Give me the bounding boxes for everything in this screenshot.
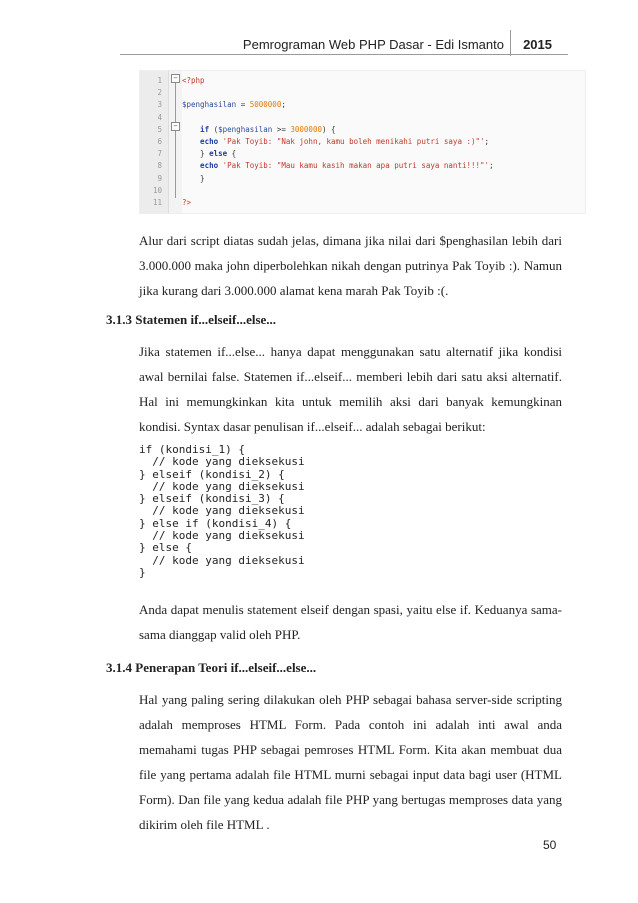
line-number: 4: [157, 112, 162, 122]
line-number: 8: [157, 161, 162, 171]
code-token: ?>: [182, 198, 192, 207]
paragraph-script-flow: Alur dari script diatas sudah jelas, dimana jika nilai dari $penghasilan lebih dari 3.000.000 maka john diperbolehkan nikah dengan putrinya Pak Toyib :). Namun jika kurang dari 3.000.000 alamat kena marah Pak Toyib :(.: [139, 233, 562, 298]
code-token: 5000000: [249, 100, 282, 110]
code-token: (: [209, 124, 219, 134]
code-text: [182, 136, 489, 148]
code-line: [140, 160, 585, 172]
page-header: [120, 30, 568, 55]
fold-minus-icon: −: [171, 122, 180, 131]
code-line: [140, 75, 585, 87]
code-screenshot: [139, 70, 586, 214]
line-number: 3: [157, 100, 162, 110]
code-block-elseif-syntax: if (kondisi_1) { // kode yang dieksekusi } elseif (kondisi_2) { // kode yang dieksekusi } elseif (kondisi_3) { // kode yang dieksekusi } else if (kondisi_4) { // kode yang dieksekusi } else { // kode yang dieksekusi }: [139, 443, 305, 579]
code-line: [140, 185, 585, 197]
line-number: 10: [152, 185, 162, 195]
code-text: [182, 197, 191, 209]
header-year: 2015: [523, 37, 552, 52]
code-text: [182, 160, 494, 172]
code-token: {: [227, 149, 237, 159]
header-divider: [510, 30, 511, 56]
code-token: }: [182, 173, 205, 183]
code-line: [140, 87, 585, 99]
code-token: echo: [182, 137, 219, 146]
section-heading-3-1-3: 3.1.3 Statemen if...elseif...else...: [106, 312, 277, 327]
code-token: 3000000: [290, 124, 322, 134]
code-text: [182, 173, 205, 185]
line-number: 9: [157, 173, 162, 183]
page-number: 50: [543, 838, 557, 852]
code-line: [140, 136, 585, 148]
code-line: [140, 173, 585, 185]
code-text: [182, 148, 236, 160]
line-number: 7: [157, 149, 162, 159]
code-token: 'Pak Toyib: "Nak john, kamu boleh menikahi putri saya :)"': [222, 137, 485, 146]
code-token: $penghasilan: [218, 124, 273, 134]
code-token: ;: [484, 137, 490, 146]
paragraph-html-form: Hal yang paling sering dilakukan oleh PHP sebagai bahasa server-side scripting adalah memproses HTML Form. Pada contoh ini adalah inti awal anda memahami tugas PHP sebagai pemroses HTML Form. Kita akan membuat dua file yang pertama adalah file HTML murni sebagai input data bagi user (HTML Form). Dan file yang kedua adalah file PHP yang bertugas memproses data yang dikirim oleh file HTML .: [139, 692, 562, 832]
code-token: else: [209, 149, 228, 159]
code-token: if: [182, 124, 210, 134]
header-title: Pemrograman Web PHP Dasar - Edi Ismanto: [242, 37, 504, 52]
line-number: 1: [157, 76, 162, 85]
code-token: =: [236, 100, 250, 110]
code-token: 'Pak Toyib: "Mau kamu kasih makan apa putri saya nanti!!!"': [222, 161, 490, 171]
code-token: >=: [272, 124, 291, 134]
code-token: <?php: [182, 76, 205, 85]
code-token: echo: [182, 161, 219, 171]
code-text: [182, 124, 336, 136]
code-token: ;: [281, 100, 286, 110]
fold-minus-icon: −: [171, 74, 180, 83]
code-line: [140, 148, 585, 160]
paragraph-elseif-intro: Jika statemen if...else... hanya dapat menggunakan satu alternatif jika kondisi awal bernilai false. Statemen if...elseif... memberi lebih dari satu aksi alternatif. Hal ini memungkinkan kita untuk memilih aksi dari banyak kemungkinan kondisi. Syntax dasar penulisan if...elseif... adalah sebagai berikut:: [139, 344, 562, 434]
line-number: 5: [157, 124, 162, 134]
section-heading-3-1-4: 3.1.4 Penerapan Teori if...elseif...else...: [106, 660, 317, 675]
code-token: $penghasilan: [182, 100, 237, 110]
code-text: [182, 99, 286, 111]
code-text: [182, 75, 205, 87]
line-number: 11: [152, 198, 162, 207]
paragraph-else-if-note: Anda dapat menulis statement elseif dengan spasi, yaitu else if. Keduanya sama-sama dianggap valid oleh PHP.: [139, 602, 562, 642]
line-number: 2: [157, 88, 162, 98]
code-line: [140, 124, 585, 136]
line-number: 6: [157, 137, 162, 146]
code-line: [140, 197, 585, 209]
code-line: [140, 99, 585, 111]
code-token: ;: [489, 161, 494, 171]
code-token: }: [182, 149, 210, 159]
code-line: [140, 112, 585, 124]
code-token: ) {: [321, 124, 336, 134]
